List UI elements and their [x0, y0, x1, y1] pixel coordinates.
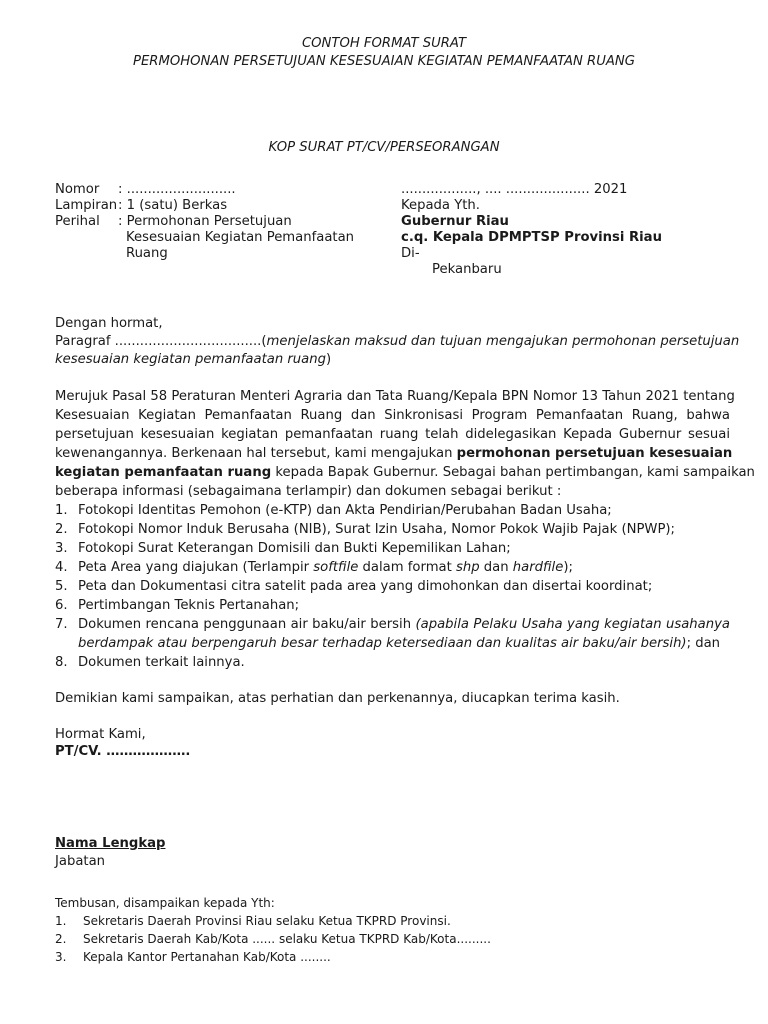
- paragraph-2-text: kewenangannya. Berkenaan hal tersebut, kami mengajukan: [55, 446, 457, 461]
- paragraph-2-line-4: [55, 446, 733, 461]
- tembusan-item: Sekretaris Daerah Provinsi Riau selaku Ketua TKPRD Provinsi.: [83, 914, 451, 928]
- list-item-cont: [78, 636, 720, 651]
- title-line-2: PERMOHONAN PERSETUJUAN KESESUAIAN KEGIATAN PEMANFAATAN RUANG: [133, 54, 635, 69]
- paragraph-1-close: ): [325, 352, 332, 367]
- list-number: 6.: [55, 598, 68, 613]
- list-item: [78, 560, 573, 575]
- list-item-text: Dokumen rencana penggunaan air baku/air bersih: [78, 617, 416, 632]
- list-item: Pertimbangan Teknis Pertanahan;: [78, 598, 300, 613]
- list-number: 5.: [55, 579, 68, 594]
- paragraph-2-bold-cont: kegiatan pemanfaatan ruang: [55, 465, 272, 480]
- paragraph-1-note: menjelaskan maksud dan tujuan mengajukan permohonan persetujuan: [266, 334, 740, 349]
- paragraph-1-lead: Paragraf ...................................(: [55, 334, 267, 349]
- perihal-label: Perihal: [55, 214, 100, 229]
- list-number: 4.: [55, 560, 68, 575]
- paragraph-2-text-cont: kepada Bapak Gubernur. Sebagai bahan pertimbangan, kami sampaikan: [271, 465, 755, 480]
- list-number: 3.: [55, 541, 68, 556]
- kepada-yth: Kepada Yth.: [401, 198, 480, 213]
- tembusan-heading: Tembusan, disampaikan kepada Yth:: [55, 896, 275, 910]
- list-item: Fotokopi Nomor Induk Berusaha (NIB), Surat Izin Usaha, Nomor Pokok Wajib Pajak (NPWP);: [78, 522, 675, 537]
- list-item-text: dalam format: [358, 560, 456, 575]
- paragraph-2-line-3: persetujuan kesesuaian kegiatan pemanfaatan ruang telah didelegasikan Kepada Gubernur sesuai: [55, 427, 730, 442]
- list-number: 7.: [55, 617, 68, 632]
- signatory-position: Jabatan: [55, 854, 106, 869]
- paragraph-1-line-1: [55, 334, 740, 349]
- list-number: 8.: [55, 655, 68, 670]
- tembusan-number: 2.: [55, 932, 67, 946]
- nomor-value: : ..........................: [118, 182, 236, 197]
- list-item-text: dan: [479, 560, 513, 575]
- list-item-hardfile: hardfile: [512, 560, 564, 575]
- perihal-line-1: : Permohonan Persetujuan: [118, 214, 292, 229]
- perihal-line-2: Kesesuaian Kegiatan Pemanfaatan: [126, 230, 355, 245]
- list-item: [78, 617, 730, 632]
- paragraph-2-line-5: [55, 465, 755, 480]
- lampiran-label: Lampiran: [55, 198, 118, 213]
- nomor-label: Nomor: [55, 182, 100, 197]
- lampiran-value: : 1 (satu) Berkas: [118, 198, 228, 213]
- list-item: Fotokopi Identitas Pemohon (e-KTP) dan Akta Pendirian/Perubahan Badan Usaha;: [78, 503, 612, 518]
- tembusan-item: Kepala Kantor Pertanahan Kab/Kota ........: [83, 950, 331, 964]
- list-item-note: (apabila Pelaku Usaha yang kegiatan usahanya: [415, 617, 730, 632]
- paragraph-1-line-2: [55, 352, 331, 367]
- perihal-line-3: Ruang: [126, 246, 168, 261]
- paragraph-2-line-2: Kesesuaian Kegiatan Pemanfaatan Ruang dan Sinkronisasi Program Pemanfaatan Ruang, bahwa: [55, 408, 730, 423]
- list-item-text: Peta Area yang diajukan (Terlampir: [78, 560, 314, 575]
- list-number: 1.: [55, 503, 68, 518]
- paragraph-2-line-1: Merujuk Pasal 58 Peraturan Menteri Agraria dan Tata Ruang/Kepala BPN Nomor 13 Tahun 2021 tentang: [55, 389, 735, 404]
- paragraph-2-bold: permohonan persetujuan kesesuaian: [456, 446, 733, 461]
- paragraph-1-note-cont: kesesuaian kegiatan pemanfaatan ruang: [55, 352, 326, 367]
- tembusan-item: Sekretaris Daerah Kab/Kota ...... selaku Ketua TKPRD Kab/Kota.........: [83, 932, 491, 946]
- greeting: Dengan hormat,: [55, 316, 163, 331]
- list-item-note-cont: berdampak atau berpengaruh besar terhadap ketersediaan dan kualitas air baku/air bersih): [78, 636, 687, 651]
- recipient-dpmptsp: c.q. Kepala DPMPTSP Provinsi Riau: [401, 230, 662, 245]
- list-item-shp: shp: [455, 560, 480, 575]
- recipient-city: Pekanbaru: [432, 262, 502, 277]
- list-item-softfile: softfile: [313, 560, 359, 575]
- list-item: Fotokopi Surat Keterangan Domisili dan Bukti Kepemilikan Lahan;: [78, 541, 511, 556]
- list-item-text: ; dan: [686, 636, 721, 651]
- letter-date: .................., .... .................... 2021: [401, 182, 628, 197]
- recipient-gubernur: Gubernur Riau: [401, 214, 509, 229]
- company-name: PT/CV. ……………….: [55, 744, 191, 759]
- list-item-text: );: [563, 560, 573, 575]
- tembusan-number: 3.: [55, 950, 67, 964]
- closing-text: Demikian kami sampaikan, atas perhatian dan perkenannya, diucapkan terima kasih.: [55, 691, 620, 706]
- di-label: Di-: [401, 246, 420, 261]
- tembusan-number: 1.: [55, 914, 67, 928]
- list-number: 2.: [55, 522, 68, 537]
- kop-surat: KOP SURAT PT/CV/PERSEORANGAN: [268, 140, 500, 155]
- hormat-kami: Hormat Kami,: [55, 727, 146, 742]
- signatory-name: Nama Lengkap: [55, 836, 166, 851]
- paragraph-2-line-6: beberapa informasi (sebagaimana terlampir) dan dokumen sebagai berikut :: [55, 484, 562, 499]
- title-line-1: CONTOH FORMAT SURAT: [301, 36, 467, 51]
- list-item: Dokumen terkait lainnya.: [78, 655, 245, 670]
- list-item: Peta dan Dokumentasi citra satelit pada area yang dimohonkan dan disertai koordinat;: [78, 579, 653, 594]
